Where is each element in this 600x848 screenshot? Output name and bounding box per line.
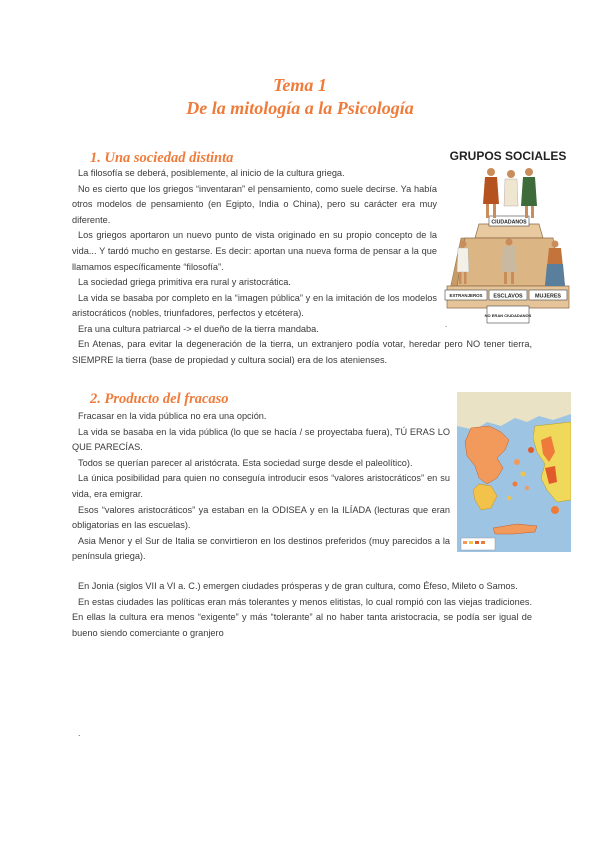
s2-paragraph-4: La única posibilidad para quien no conseguía introducir esos “valores aristocráticos” en su vida, era emigrar. <box>72 473 450 499</box>
section1-body <box>72 166 437 338</box>
pyramid-title: GRUPOS SOCIALES <box>449 149 567 163</box>
svg-text:.: . <box>445 320 448 328</box>
s2-paragraph-1: Fracasar en la vida pública no era una opción. <box>78 411 267 421</box>
section2-body-wide <box>72 579 532 641</box>
label-ciudadanos: CIUDADANOS <box>491 219 527 226</box>
s2-paragraph-8: En estas ciudades las políticas eran más tolerantes y menos elitistas, lo cual rompió con las viejas tradiciones. En ellas la cultura era menos “exigente” y más “tolerante” al no haber tanta aristocracia, se podía ser igual de bueno siendo comerciante o granjero <box>72 596 532 638</box>
s1-paragraph-2: No es cierto que los griegos “inventaran” el pensamiento, como suele decirse. Ya había otros modelos de pensamiento (en Egipto, India o China), pero su carácter era muy diferente. <box>72 183 437 225</box>
label-no-eran: NO ERAN CIUDADANOS <box>484 313 532 318</box>
page-title-line1: Tema 1 <box>273 75 327 95</box>
s2-paragraph-5: Esos “valores aristocráticos” ya estaban en la ODISEA y en la ILÍADA (lecturas que eran obligatorias en las escuelas). <box>72 504 450 531</box>
label-extranjeros: EXTRANJEROS <box>449 293 483 298</box>
citizen-figures <box>483 168 537 218</box>
s1-paragraph-4: La sociedad griega primitiva era rural y aristocrática. <box>78 277 291 288</box>
s1-paragraph-3: Los griegos aportaron un nuevo punto de vista originado en su propio concepto de la vida... Y tardó mucho en gestarse. Es decir: aportan una nueva forma de pensar a la que llamamos específicamente “filosofía”. <box>72 230 437 272</box>
s1-paragraph-7: En Atenas, para evitar la degeneración de la tierra, un extranjero podía votar, heredar pero NO tener tierra, SIEMPRE la tierra (base de propiedad y cultura social) era de los atenienses. <box>72 339 532 365</box>
s2-paragraph-6: Asia Menor y el Sur de Italia se convirtieron en los destinos preferidos (muy parecidos a la península griega). <box>72 535 450 562</box>
s1-paragraph-5: La vida se basaba por completo en la “imagen pública” y en la imitación de los modelos aristocráticos (nobles, triunfadores, perfectos y etcétera). <box>72 292 437 319</box>
page-title-line2: De la mitología a la Psicología <box>186 98 414 118</box>
label-mujeres: MUJERES <box>534 293 562 300</box>
s2-paragraph-7: En Jonia (siglos VII a VI a. C.) emergen ciudades prósperas y de gran cultura, como Éfeso, Mileto o Samos. <box>78 581 518 591</box>
social-groups-figure <box>443 146 573 328</box>
s1-paragraph-6: Era una cultura patriarcal -> el dueño de la tierra mandaba. <box>78 323 319 334</box>
label-esclavos: ESCLAVOS <box>493 293 523 300</box>
greece-map <box>457 392 571 552</box>
s1-paragraph-1: La filosofía se deberá, posiblemente, al inicio de la cultura griega. <box>78 168 345 178</box>
section1-heading: 1. Una sociedad distinta <box>90 150 234 166</box>
section2-heading: 2. Producto del fracaso <box>90 391 229 407</box>
s2-paragraph-3: Todos se querían parecer al aristócrata. Esta sociedad surge desde el paleolítico). <box>78 457 413 468</box>
section2-body-narrow <box>72 409 450 565</box>
footer-mark: . <box>78 728 81 738</box>
s2-paragraph-2: La vida se basaba en la vida pública (lo que se hacía / se proyectaba fuera), TÚ ERAS LO QUE PARECÍAS. <box>72 426 450 453</box>
